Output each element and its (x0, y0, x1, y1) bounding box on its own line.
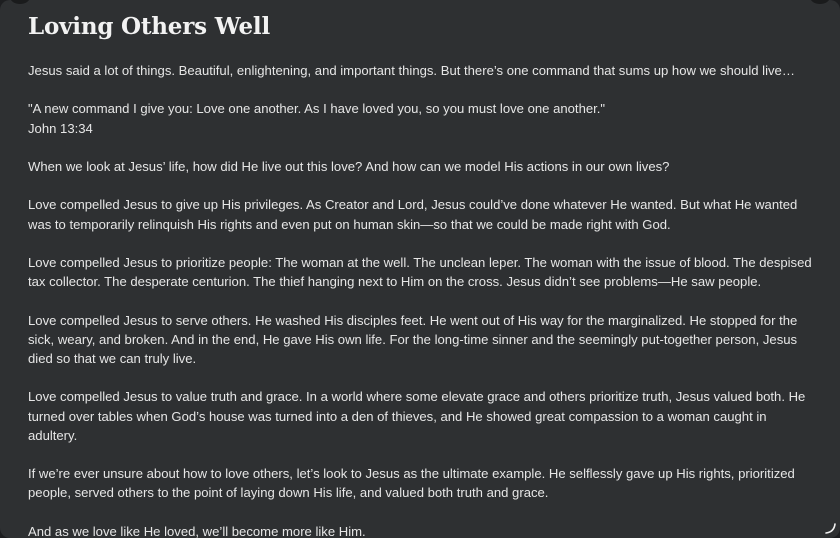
body-paragraph: Love compelled Jesus to serve others. He washed His disciples feet. He went out of His way for the marginalized. He stopped for the sick, weary, and broken. And in the end, He gave His own life. For the long-time sinner and the seemingly put-together person, Jesus died so that we can truly live. (28, 312, 798, 366)
body-paragraph: Love compelled Jesus to prioritize people: The woman at the well. The unclean leper. The woman with the issue of blood. The despised tax collector. The desperate centurion. The thief hanging next to Him on the cross. Jesus didn’t see problems—He saw people. (28, 254, 812, 290)
intro-paragraph: Jesus said a lot of things. Beautiful, enlightening, and important things. But there’s one command that sums up how we should live… (28, 63, 795, 78)
scripture-reference: John 13:34 (28, 120, 93, 136)
quote-text: "A new command I give you: Love one another. As I have loved you, so you must love one another." (28, 101, 606, 117)
article-content (28, 10, 818, 538)
article-body (28, 61, 818, 538)
body-paragraph: Love compelled Jesus to give up His privileges. As Creator and Lord, Jesus could’ve done whatever He wanted. But what He wanted was to temporarily relinquish His rights and even put on human skin—so that we could be made right with God. (28, 197, 798, 232)
scripture-quote (28, 99, 818, 137)
article-title: Loving Others Well (28, 13, 270, 40)
body-paragraph: When we look at Jesus’ life, how did He live out this love? And how can we model His actions in our own lives? (28, 158, 670, 174)
window-control-left-icon[interactable] (10, 0, 30, 4)
window-control-right-icon[interactable] (810, 0, 830, 4)
closing-paragraph: And as we love like He loved, we’ll become more like Him. (28, 523, 366, 538)
body-paragraph: If we’re ever unsure about how to love others, let’s look to Jesus as the ultimate example. He selflessly gave up His rights, prioritized people, served others to the point of laying down His life, and valued both truth and grace. (28, 466, 795, 501)
resize-handle-icon[interactable] (824, 522, 836, 534)
body-paragraph: Love compelled Jesus to value truth and grace. In a world where some elevate grace and others prioritize truth, Jesus valued both. He turned over tables when God’s house was turned into a den of thieves, and He showed great compassion to a woman caught in adultery. (28, 389, 806, 443)
